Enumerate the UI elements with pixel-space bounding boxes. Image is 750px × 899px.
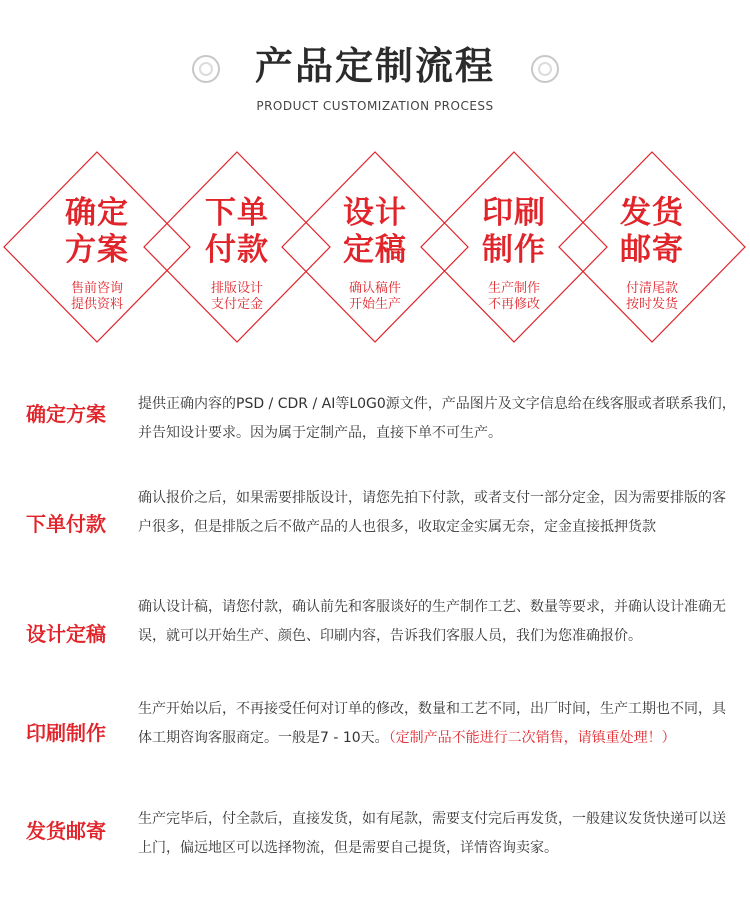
detail-label: 发货邮寄 (26, 819, 106, 843)
step-title-line2: 方案 (65, 232, 129, 268)
step-desc-line1: 付清尾款 (625, 281, 678, 296)
step-desc-line2: 不再修改 (487, 297, 540, 312)
step-desc-line2: 按时发货 (625, 297, 678, 312)
detail-text (138, 695, 736, 753)
process-step-1 (32, 195, 162, 313)
step-title-line2: 制作 (482, 232, 546, 268)
detail-text (138, 593, 736, 651)
process-step-3 (310, 195, 440, 313)
detail-text (138, 484, 736, 542)
detail-text (138, 805, 736, 863)
page-title: 产品定制流程 (254, 44, 495, 88)
circle-decoration-right-icon (531, 55, 559, 83)
process-step-4 (449, 195, 579, 313)
detail-body: 确认设计稿，请您付款，确认前先和客服谈好的生产制作工艺、数量等要求，并确认设计准确无误，就可以开始生产、颜色、印刷内容，告诉我们客服人员，我们为您准确报价。 (138, 599, 726, 644)
detail-label: 印刷制作 (26, 721, 106, 745)
detail-body: 生产完毕后，付全款后，直接发货，如有尾款，需要支付完后再发货，一般建议发货快递可以送上门，偏远地区可以选择物流，但是需要自己提货，详情咨询卖家。 (138, 811, 726, 856)
detail-text (138, 390, 736, 448)
step-title-line1: 确定 (65, 195, 129, 231)
step-desc-line1: 确认稿件 (348, 281, 401, 296)
process-step-5 (587, 195, 717, 313)
step-desc-line2: 开始生产 (348, 297, 401, 312)
detail-label: 确定方案 (26, 402, 106, 426)
page-subtitle: PRODUCT CUSTOMIZATION PROCESS (256, 99, 494, 113)
step-title-line2: 邮寄 (620, 232, 684, 268)
step-desc-line2: 提供资料 (70, 297, 123, 312)
detail-label: 下单付款 (26, 512, 106, 536)
step-title-line2: 定稿 (343, 232, 407, 268)
detail-body: 确认报价之后，如果需要排版设计，请您先拍下付款，或者支付一部分定金，因为需要排版的客户很多，但是排版之后不做产品的人也很多，收取定金实属无奈，定金直接抵押货款 (138, 490, 726, 535)
detail-note: （定制产品不能进行二次销售，请镇重处理！） (388, 730, 676, 746)
detail-body: 提供正确内容的PSD / CDR / AI等L0G0源文件，产品图片及文字信息给在线客服或者联系我们，并告知设计要求。因为属于定制产品，直接下单不可生产。 (138, 396, 736, 441)
detail-body: 生产开始以后，不再接受任何对订单的修改，数量和工艺不同，出厂时间，生产工期也不同，具体工期咨询客服商定。一般是7 - 10天。 (138, 701, 726, 746)
step-title-line1: 设计 (343, 195, 407, 231)
step-desc-line2: 支付定金 (210, 297, 263, 312)
step-title-line1: 发货 (620, 195, 684, 231)
detail-label: 设计定稿 (26, 622, 106, 646)
step-desc-line1: 生产制作 (487, 281, 540, 296)
step-title-line1: 印刷 (482, 195, 546, 231)
step-desc-line1: 排版设计 (210, 281, 263, 296)
process-step-2 (172, 195, 302, 313)
step-title-line1: 下单 (205, 195, 269, 231)
step-desc-line1: 售前咨询 (70, 281, 123, 296)
step-title-line2: 付款 (205, 232, 269, 268)
